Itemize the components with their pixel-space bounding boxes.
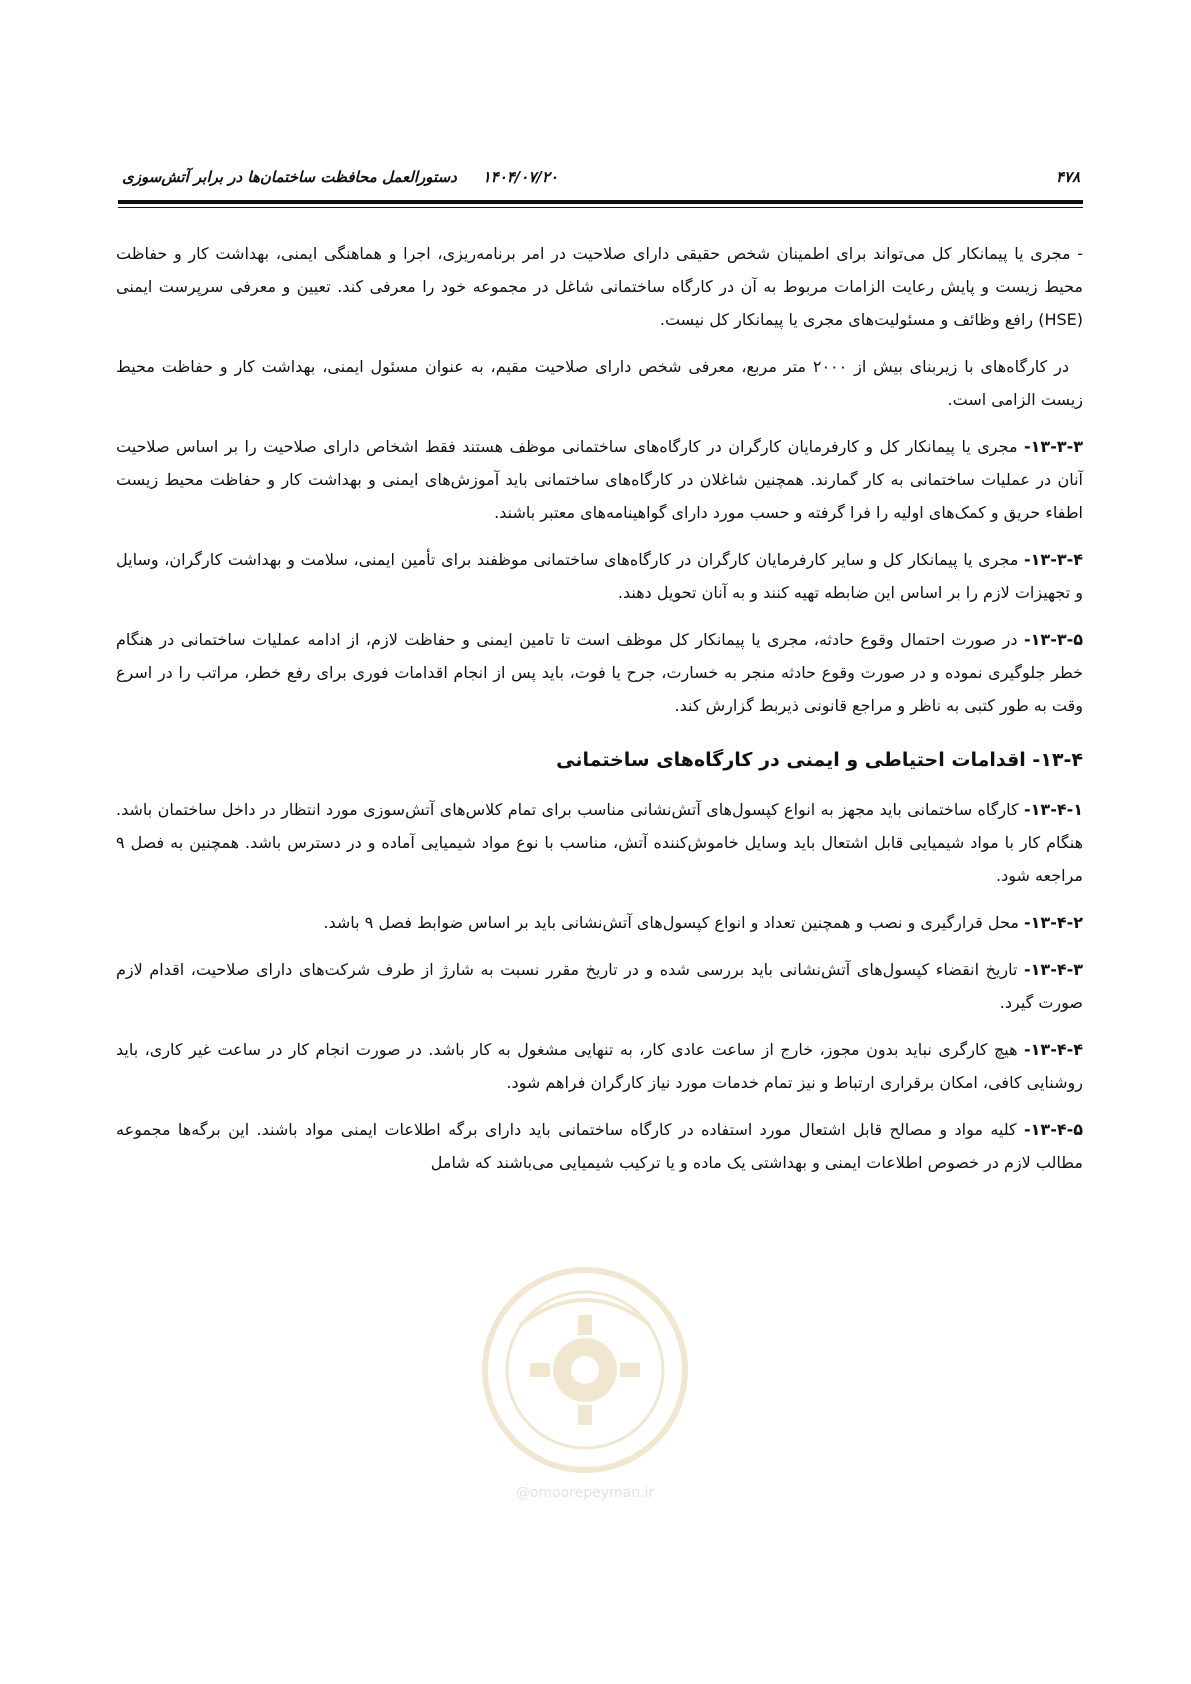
paragraph [116,543,1083,609]
paragraph-text: در کارگاه‌های با زیربنای بیش از ۲۰۰۰ متر مربع، معرفی شخص دارای صلاحیت مقیم، به عنوان مسئول ایمنی، بهداشت کار و حفاظت محیط زیست الزامی است. [116,357,1083,409]
paragraph-text: مجری یا پیمانکار کل و سایر کارفرمایان کارگران در کارگاه‌های ساختمانی موظفند برای تأمین ایمنی، سلامت و بهداشت کارگران، وسایل و تجهیزات لازم را بر اساس این ضابطه تهیه کنند و به آنان تحویل دهند. [116,550,1083,602]
header-rule-thick [118,200,1083,204]
clause-number: ۱۳-۳-۳- [1024,437,1083,456]
gear-seal-icon [470,1255,700,1485]
paragraph [116,623,1083,722]
header-title: دستورالعمل محافظت ساختمان‌ها در برابر آتش‌سوزی [122,168,457,186]
paragraph-text: کلیه مواد و مصالح قابل اشتعال مورد استفاده در کارگاه ساختمانی باید دارای برگه اطلاعات ایمنی مواد باشند. این برگه‌ها مجموعه مطالب لازم در خصوص اطلاعات ایمنی و بهداشتی یک ماده و یا ترکیب شیمیایی می‌باشند که شامل [116,1120,1083,1172]
document-body [116,237,1083,1193]
paragraph-text: - مجری یا پیمانکار کل می‌تواند برای اطمینان شخص حقیقی دارای صلاحیت در امر برنامه‌ریزی، اجرا و هماهنگی ایمنی، بهداشت کار و حفاظت محیط زیست و پایش رعایت الزامات مربوط به آن در کارگاه ساختمانی شاغل در مجموعه خود را معرفی کند. تعیین و معرفی سرپرست ایمنی (HSE) رافع وظائف و مسئولیت‌های مجری یا پیمانکار کل نیست. [116,244,1083,329]
paragraph-text: هیچ کارگری نباید بدون مجوز، خارج از ساعت عادی کار، به تنهایی مشغول به کار باشد. در صورت انجام کار در ساعت غیر کاری، باید روشنایی کافی، امکان برقراری ارتباط و نیز تمام خدمات مورد نیاز کارگران فراهم شود. [116,1040,1083,1092]
clause-number: ۱۳-۴-۵- [1024,1120,1083,1139]
paragraph [116,1033,1083,1099]
paragraph [116,237,1083,336]
paragraph-text: تاریخ انقضاء کپسول‌های آتش‌نشانی باید بررسی شده و در تاریخ مقرر نسبت به شارژ از طرف شرکت‌های دارای صلاحیت، اقدام لازم صورت گیرد. [116,960,1083,1012]
clause-number: ۱۳-۴-۳- [1024,960,1083,979]
clause-number: ۱۳-۳-۵- [1024,630,1083,649]
paragraph [116,953,1083,1019]
clause-number: ۱۳-۳-۴- [1024,550,1083,569]
paragraph [116,1113,1083,1179]
paragraph-text: در صورت احتمال وقوع حادثه، مجری یا پیمانکار کل موظف است تا تامین ایمنی و حفاظت لازم، از ادامه عملیات ساختمانی در هنگام خطر جلوگیری نموده و در صورت وقوع حادثه منجر به خسارت، جرح یا فوت، باید پس از انجام اقدامات فوری برای رفع خطر، مراتب را در اسرع وقت به طور کتبی به ناظر و مراجع قانونی ذیربط گزارش کند. [116,630,1083,715]
paragraph-text: کارگاه ساختمانی باید مجهز به انواع کپسول‌های آتش‌نشانی مناسب برای تمام کلاس‌های آتش‌سوزی مورد انتظار در داخل ساختمان باشد. هنگام کار با مواد شیمیایی قابل اشتعال باید وسایل خاموش‌کننده آتش، مناسب با نوع مواد شیمیایی آماده و در دسترس باشد. همچنین به فصل ۹ مراجعه شود. [116,800,1083,885]
section-heading: ۱۳-۴- اقدامات احتیاطی و ایمنی در کارگاه‌های ساختمانی [556,749,1083,771]
page-header [122,168,1080,192]
paragraph [116,350,1083,416]
header-date: ۱۴۰۴/۰۷/۲۰ [482,168,558,186]
paragraph [116,793,1083,892]
clause-number: ۱۳-۴-۴- [1024,1040,1083,1059]
paragraph-text: محل قرارگیری و نصب و همچنین تعداد و انواع کپسول‌های آتش‌نشانی باید بر اساس ضوابط فصل ۹ باشد. [323,913,1025,932]
paragraph [116,430,1083,529]
watermark-logo [470,1255,700,1505]
paragraph [116,906,1083,939]
clause-number: ۱۳-۴-۱- [1024,800,1083,819]
paragraph-text: مجری یا پیمانکار کل و کارفرمایان کارگران در کارگاه‌های ساختمانی موظف هستند فقط اشخاص دارای صلاحیت را بر اساس صلاحیت آنان در عملیات ساختمانی به کار گمارند. همچنین شاغلان در کارگاه‌های ساختمانی باید آموزش‌های ایمنی و بهداشت کار و حفاظت محیط زیست اطفاء حریق و کمک‌های اولیه را فرا گرفته و حسب مورد دارای گواهینامه‌های معتبر باشند. [116,437,1083,522]
page-number: ۴۷۸ [1055,168,1080,186]
clause-number: ۱۳-۴-۲- [1024,913,1083,932]
watermark-text: @omoorepeyman.ir [515,1485,655,1501]
header-rule-thin [118,207,1083,208]
